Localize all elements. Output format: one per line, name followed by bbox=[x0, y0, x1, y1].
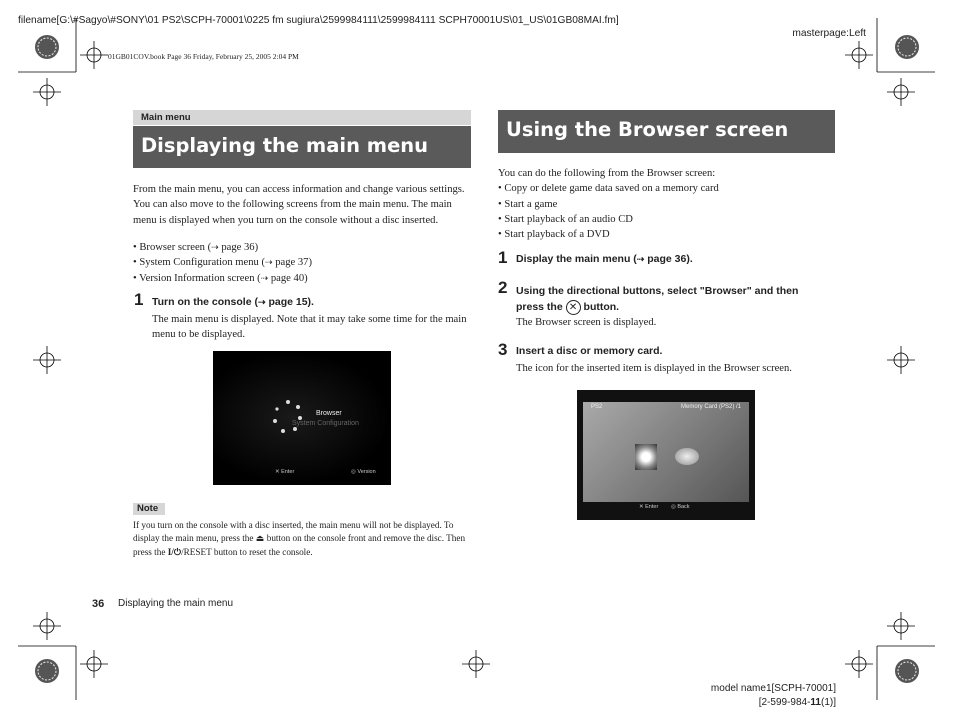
list-item: • Browser screen (⇢ page 36) bbox=[133, 242, 259, 253]
list-item-text: Start playback of an audio CD bbox=[504, 213, 633, 225]
step-title bbox=[152, 296, 314, 308]
browser-intro bbox=[498, 166, 835, 242]
note-text-part: If you turn on the console with a disc inserted, the main menu will not be displayed. To display the main menu, press the bbox=[133, 520, 454, 544]
enter-hint: ✕ Enter bbox=[275, 469, 295, 475]
list-item-text: System Configuration menu ( bbox=[139, 257, 265, 269]
step-title-text: Using the directional buttons, select "Browser" and then bbox=[516, 285, 799, 297]
eject-icon: ⏏ bbox=[255, 533, 265, 544]
menu-item-system-configuration: System Configuration bbox=[292, 420, 359, 427]
filename-line: filename[G:\#Sagyo\#SONY\01 PS2\SCPH-70001\0225 fm sugiura\2599984111\2599984111 SCPH70001US\01_US\01GB08MAI.fm] bbox=[18, 15, 619, 26]
step-title-page: page 15). bbox=[268, 296, 314, 308]
browser-panel bbox=[583, 402, 749, 502]
step-title-page: page 36). bbox=[647, 253, 693, 265]
arrow-icon: ⇢ bbox=[257, 297, 266, 307]
list-item: • System Configuration menu (⇢ page 37) bbox=[133, 257, 312, 269]
arrow-icon: ⇢ bbox=[636, 254, 645, 264]
note-label bbox=[133, 503, 165, 515]
model-code bbox=[711, 696, 836, 710]
model-code-part: 11 bbox=[810, 697, 821, 708]
main-menu-screenshot bbox=[213, 351, 391, 485]
model-code-part: [2-599-984- bbox=[758, 697, 811, 708]
intro-text: You can do the following from the Browser screen: bbox=[498, 168, 716, 179]
step-title-text: Display the main menu ( bbox=[516, 253, 637, 265]
disc-icon bbox=[675, 448, 699, 465]
section-tag-label: Main menu bbox=[141, 112, 191, 123]
note-label-text: Note bbox=[137, 503, 159, 514]
list-item-text: Version Information screen ( bbox=[139, 272, 261, 284]
model-info bbox=[711, 682, 836, 710]
step-description: The Browser screen is displayed. bbox=[516, 317, 657, 328]
list-item-text: Start a game bbox=[504, 198, 558, 210]
step-number: 3 bbox=[498, 340, 508, 359]
step-title bbox=[516, 253, 693, 265]
cross-button-icon: ✕ bbox=[566, 300, 581, 315]
model-code-part: (1)] bbox=[821, 697, 836, 708]
version-hint: ◎ Version bbox=[351, 469, 376, 475]
list-item-page: page 40) bbox=[270, 272, 308, 284]
intro-paragraph: From the main menu, you can access information and change various settings. You can also move to the following screens from the main menu. The main menu is displayed when you turn on the console without a disc inserted. bbox=[133, 184, 465, 226]
step-title bbox=[516, 283, 836, 315]
note-text bbox=[133, 519, 473, 559]
ps2-label: PS2 bbox=[591, 404, 603, 410]
book-line: 01GB01COV.book Page 36 Friday, February 25, 2005 2:04 PM bbox=[108, 52, 299, 61]
ring-icon bbox=[271, 399, 305, 439]
note-text-part: button on the console front and remove the disc. Then press the bbox=[133, 533, 466, 557]
section-tag bbox=[133, 110, 471, 125]
arrow-icon: ⇢ bbox=[211, 242, 219, 252]
arrow-icon: ⇢ bbox=[265, 257, 273, 268]
step-title-text: Turn on the console ( bbox=[152, 296, 258, 308]
list-item: • Start playback of an audio CD bbox=[498, 213, 633, 225]
page-number: 36 bbox=[92, 598, 105, 610]
screen-list bbox=[133, 240, 471, 286]
page-title bbox=[133, 126, 471, 168]
enter-hint: ✕ Enter bbox=[639, 504, 659, 510]
model-name: model name1[SCPH-70001] bbox=[710, 683, 836, 694]
step-title: Insert a disc or memory card. bbox=[516, 345, 663, 357]
step-number: 1 bbox=[134, 290, 144, 309]
list-item-text: Copy or delete game data saved on a memory card bbox=[504, 183, 719, 195]
step-title-line bbox=[516, 299, 836, 315]
list-item: • Start playback of a DVD bbox=[498, 229, 610, 241]
power-icon: I/⏻ bbox=[167, 546, 182, 557]
list-item: • Start a game bbox=[498, 198, 558, 210]
list-item: • Version Information screen (⇢ page 40) bbox=[133, 272, 308, 284]
step-description: The main menu is displayed. Note that it may take some time for the main menu to be displayed. bbox=[152, 314, 467, 340]
browser-screenshot bbox=[577, 390, 755, 520]
footer-section: Displaying the main menu bbox=[118, 598, 234, 609]
list-item-text: Start playback of a DVD bbox=[504, 229, 610, 241]
arrow-icon: ⇢ bbox=[260, 272, 269, 283]
memory-card-label: Memory Card (PS2) /1 bbox=[681, 404, 742, 410]
step-number: 2 bbox=[498, 278, 508, 297]
list-item-page: page 37) bbox=[275, 257, 312, 269]
list-item-text: Browser screen ( bbox=[139, 242, 212, 253]
step-title-text: press the bbox=[516, 301, 566, 313]
masterpage-label: masterpage:Left bbox=[792, 28, 866, 39]
section-title-text: Using the Browser screen bbox=[506, 118, 789, 141]
note-text-part: /RESET button to reset the console. bbox=[181, 546, 313, 557]
list-item: • Copy or delete game data saved on a memory card bbox=[498, 183, 719, 195]
page-title-text: Displaying the main menu bbox=[141, 134, 429, 157]
list-item-page: page 36) bbox=[221, 242, 259, 253]
memory-card-icon bbox=[635, 444, 657, 470]
step-description: The icon for the inserted item is displayed in the Browser screen. bbox=[516, 363, 792, 374]
back-hint: ◎ Back bbox=[671, 504, 690, 510]
section-title bbox=[498, 110, 835, 153]
step-number: 1 bbox=[498, 248, 508, 267]
step-title-text: button. bbox=[580, 301, 620, 313]
menu-item-browser: Browser bbox=[316, 410, 342, 417]
